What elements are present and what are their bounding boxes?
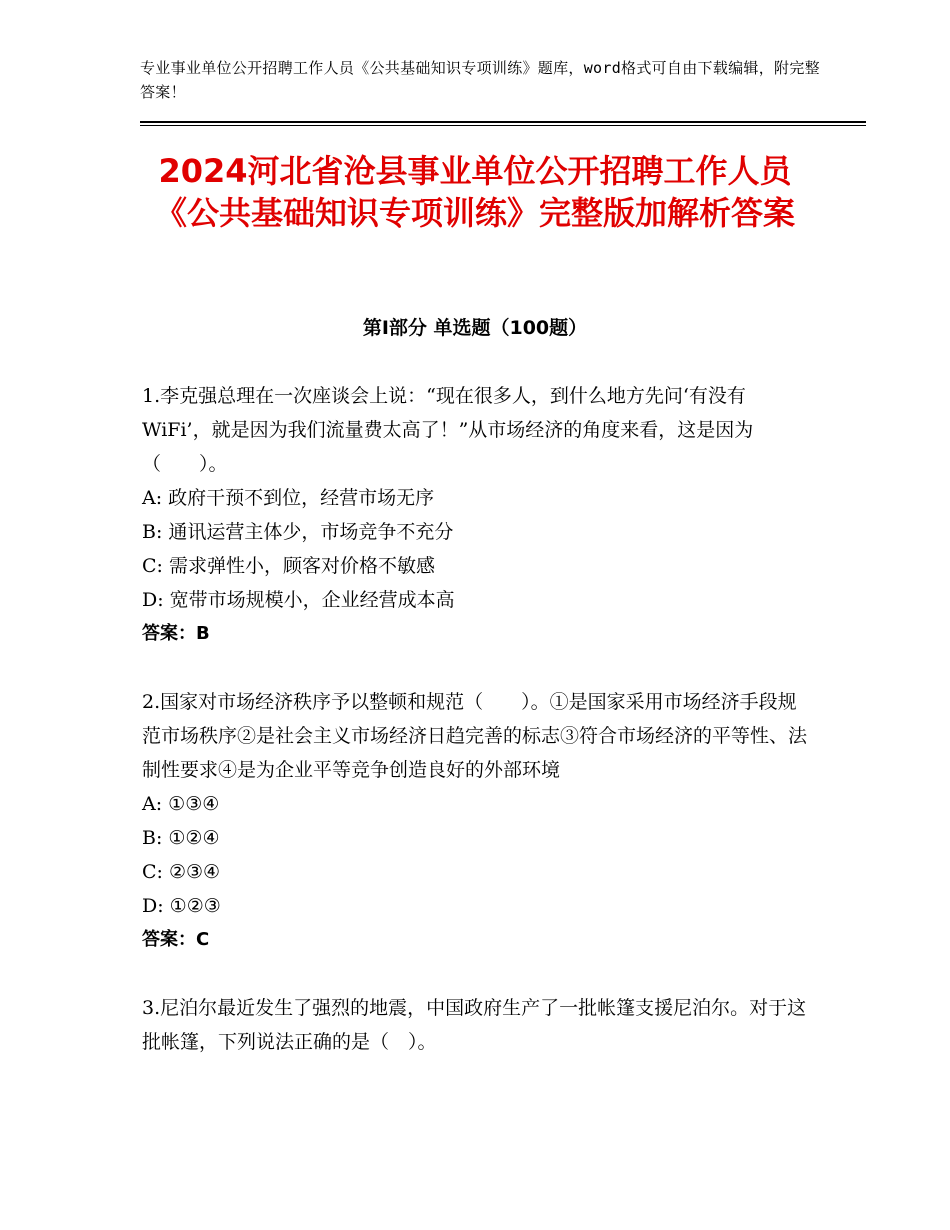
question-1	[142, 379, 812, 651]
option-d: D: ①②③	[142, 895, 221, 917]
header-note: 专业事业单位公开招聘工作人员《公共基础知识专项训练》题库，word格式可自由下载编辑，附完整答案！	[140, 59, 820, 101]
question-2	[142, 685, 812, 957]
option-a: A: ①③④	[142, 793, 220, 815]
header-rule-thin	[140, 125, 866, 126]
section-title: 第Ⅰ部分 单选题（100题）	[362, 317, 588, 339]
answer-label: 答案：C	[142, 929, 210, 950]
option-c: C: 需求弹性小，顾客对价格不敏感	[142, 555, 435, 577]
question-list	[142, 379, 812, 1093]
option-d: D: 宽带市场规模小，企业经营成本高	[142, 589, 455, 611]
answer-label: 答案：B	[142, 623, 210, 644]
header-rule-thick	[140, 121, 866, 123]
question-stem: 1.李克强总理在一次座谈会上说：“现在很多人，到什么地方先问‘有没有WiFi’，就是因为我们流量费太高了！”从市场经济的角度来看，这是因为（ ）。	[142, 385, 754, 475]
question-3	[142, 991, 812, 1059]
option-b: B: ①②④	[142, 827, 220, 849]
option-b: B: 通讯运营主体少，市场竞争不充分	[142, 521, 454, 543]
option-a: A: 政府干预不到位，经营市场无序	[142, 487, 435, 509]
question-stem: 2.国家对市场经济秩序予以整顿和规范（ ）。①是国家采用市场经济手段规范市场秩序②是社会主义市场经济日趋完善的标志③符合市场经济的平等性、法制性要求④是为企业平等竞争创造良好的外部环境	[142, 691, 808, 781]
option-c: C: ②③④	[142, 861, 221, 883]
question-stem: 3.尼泊尔最近发生了强烈的地震，中国政府生产了一批帐篷支援尼泊尔。对于这批帐篷，下列说法正确的是（ ）。	[142, 997, 807, 1053]
document-title: 2024河北省沧县事业单位公开招聘工作人员《公共基础知识专项训练》完整版加解析答案	[154, 152, 795, 232]
